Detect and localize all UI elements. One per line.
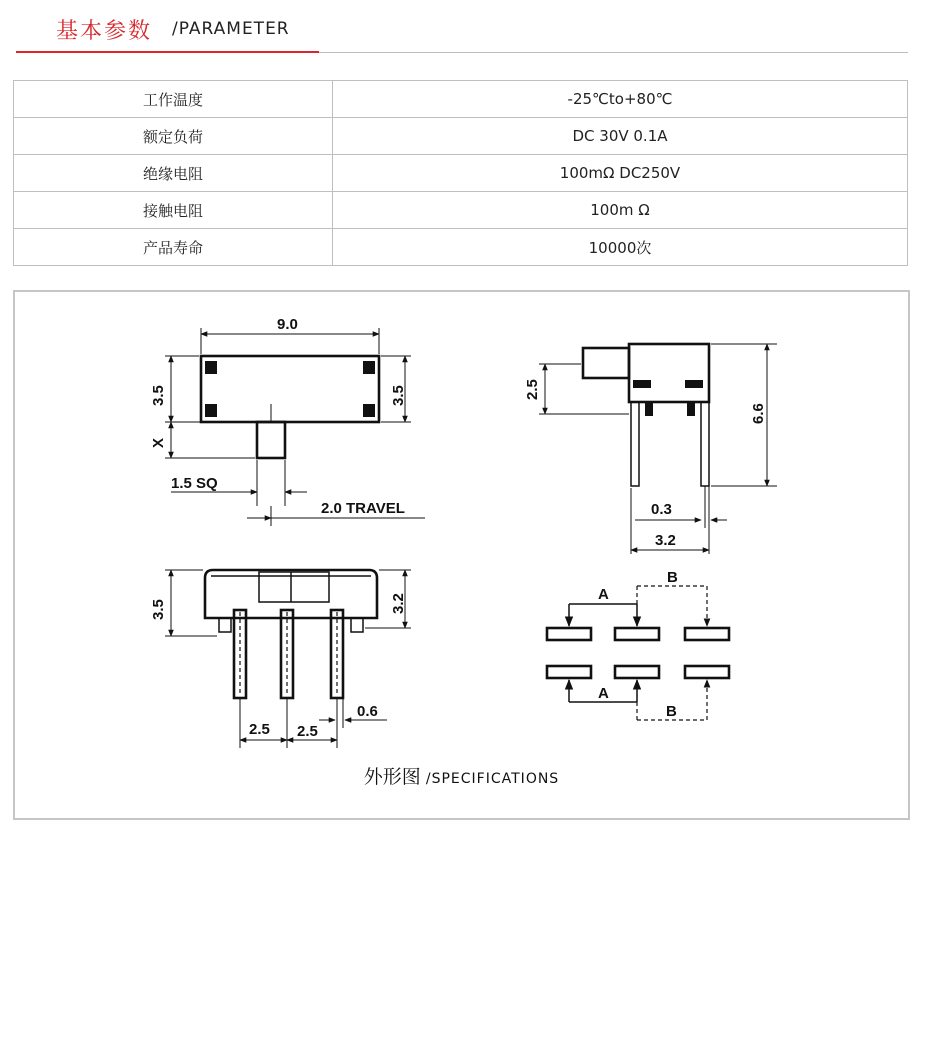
param-label: 额定负荷 [14,118,333,155]
dim-side-height: 2.5 [524,379,541,400]
caption-en: /SPECIFICATIONS [425,771,560,787]
top-view [150,316,425,526]
section-title-en: /PARAMETER [172,19,290,39]
param-value: 10000次 [333,229,908,266]
table-row [14,118,908,155]
caption-cn: 外形图 [363,766,421,788]
dim-top-width: 9.0 [277,316,298,333]
dim-front-height-right: 3.2 [390,593,407,614]
circuit-label-a-bottom: A [598,685,609,702]
section-header [16,10,908,54]
circuit-diagram [547,569,729,720]
parameter-table [13,80,908,266]
dim-pin-width: 0.6 [357,703,378,720]
dim-travel: 2.0 TRAVEL [321,500,405,517]
param-label: 接触电阻 [14,192,333,229]
header-accent-line [16,51,319,53]
param-value: 100mΩ DC250V [333,155,908,192]
dim-actuator-sq: 1.5 SQ [171,475,218,492]
circuit-label-b-top: B [667,569,678,586]
specification-drawing-panel [13,290,910,820]
front-view [150,570,411,748]
dimension-drawing [15,292,908,818]
dim-side-pin: 0.3 [651,501,672,518]
param-label: 工作温度 [14,81,333,118]
dim-side-width: 3.2 [655,532,676,549]
param-value: 100m Ω [333,192,908,229]
dim-pitch-2: 2.5 [297,723,318,740]
table-row [14,229,908,266]
circuit-label-a-top: A [598,586,609,603]
dim-front-height-left: 3.5 [150,599,167,620]
side-view [524,344,777,554]
dim-x: X [150,437,167,448]
table-row [14,192,908,229]
dim-top-height-right: 3.5 [390,385,407,406]
table-row [14,155,908,192]
table-row [14,81,908,118]
param-value: -25℃to+80℃ [333,81,908,118]
circuit-label-b-bottom: B [666,703,677,720]
dim-top-height-left: 3.5 [150,385,167,406]
param-value: DC 30V 0.1A [333,118,908,155]
param-label: 绝缘电阻 [14,155,333,192]
dim-side-total: 6.6 [750,403,767,424]
drawing-caption [15,762,908,789]
section-title-cn: 基本参数 [56,19,153,44]
param-label: 产品寿命 [14,229,333,266]
dim-pitch-1: 2.5 [249,721,270,738]
